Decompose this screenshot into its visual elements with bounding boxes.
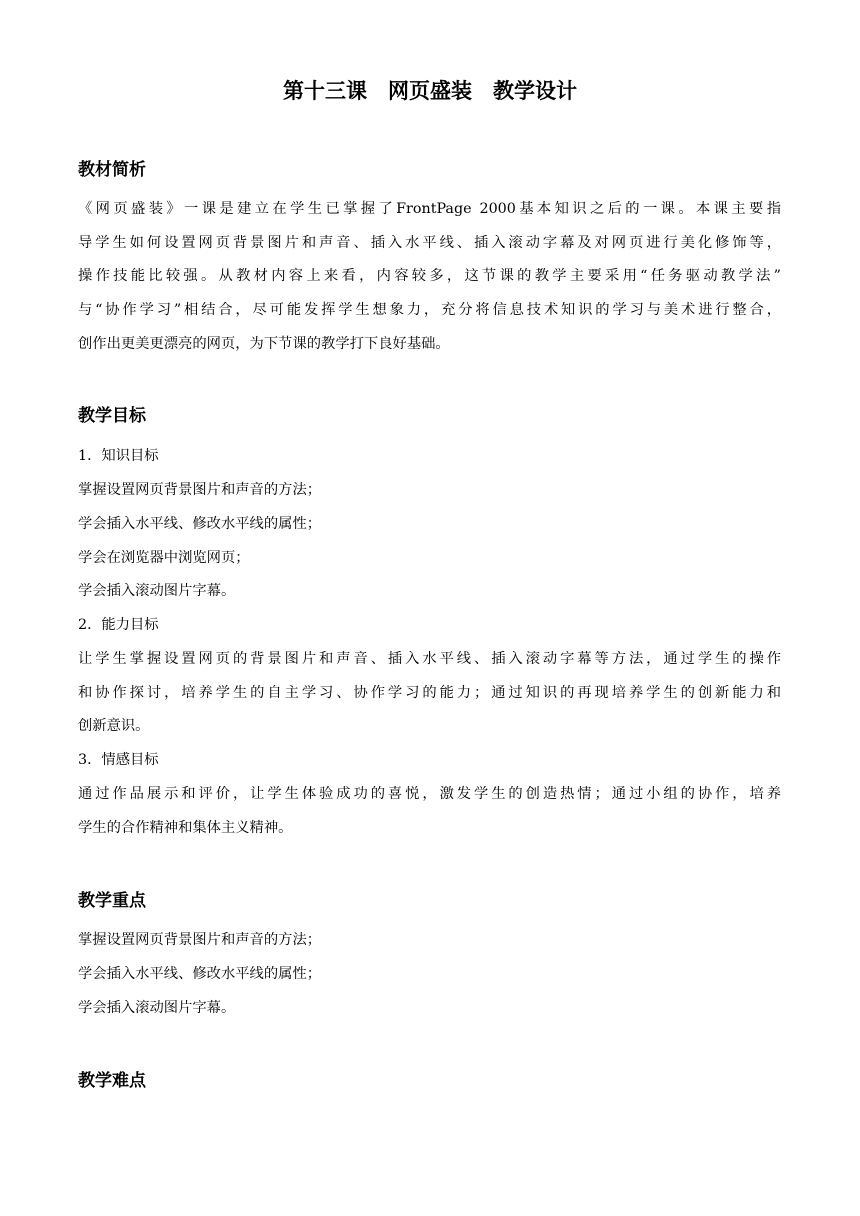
goals-line-12: 学生的合作精神和集体主义精神。 <box>78 820 293 836</box>
goals-line-6: 2．能力目标 <box>78 617 159 633</box>
section-heading-difficulties: 教学难点 <box>78 1071 146 1091</box>
goals-line-10: 3．情感目标 <box>78 752 159 768</box>
goals-line-11: 通过作品展示和评价，让学生体验成功的喜悦，激发学生的创造热情；通过小组的协作，培养 <box>78 786 781 802</box>
goals-line-3: 学会插入水平线、修改水平线的属性； <box>78 516 322 532</box>
key-points-line-1: 掌握设置网页背景图片和声音的方法； <box>78 932 322 948</box>
goals-line-1: 1．知识目标 <box>78 448 159 464</box>
goals-line-7: 让学生掌握设置网页的背景图片和声音、插入水平线、插入滚动字幕等方法，通过学生的操作 <box>78 651 781 667</box>
key-points-line-2: 学会插入水平线、修改水平线的属性； <box>78 966 322 982</box>
intro-line-5: 创作出更美更漂亮的网页，为下节课的教学打下良好基础。 <box>78 336 450 352</box>
goals-line-4: 学会在浏览器中浏览网页； <box>78 550 250 566</box>
intro-line-1: 《网页盛装》一课是建立在学生已掌握了FrontPage 2000基本知识之后的一课。本课主要指 <box>78 201 781 217</box>
intro-line-3: 操作技能比较强。从教材内容上来看，内容较多，这节课的教学主要采用“任务驱动教学法” <box>78 268 781 284</box>
section-heading-intro: 教材简析 <box>78 160 146 180</box>
goals-line-5: 学会插入滚动图片字幕。 <box>78 583 236 599</box>
goals-line-9: 创新意识。 <box>78 718 150 734</box>
intro-line-2: 导学生如何设置网页背景图片和声音、插入水平线、插入滚动字幕及对网页进行美化修饰等， <box>78 235 781 251</box>
section-heading-key-points: 教学重点 <box>78 891 146 911</box>
goals-line-2: 掌握设置网页背景图片和声音的方法； <box>78 482 322 498</box>
document-title: 第十三课 网页盛装 教学设计 <box>283 79 577 103</box>
section-heading-goals: 教学目标 <box>78 406 146 426</box>
goals-line-8: 和协作探讨，培养学生的自主学习、协作学习的能力；通过知识的再现培养学生的创新能力和 <box>78 685 781 701</box>
intro-line-4: 与“协作学习”相结合，尽可能发挥学生想象力，充分将信息技术知识的学习与美术进行整合， <box>78 302 781 318</box>
key-points-line-3: 学会插入滚动图片字幕。 <box>78 1000 236 1016</box>
